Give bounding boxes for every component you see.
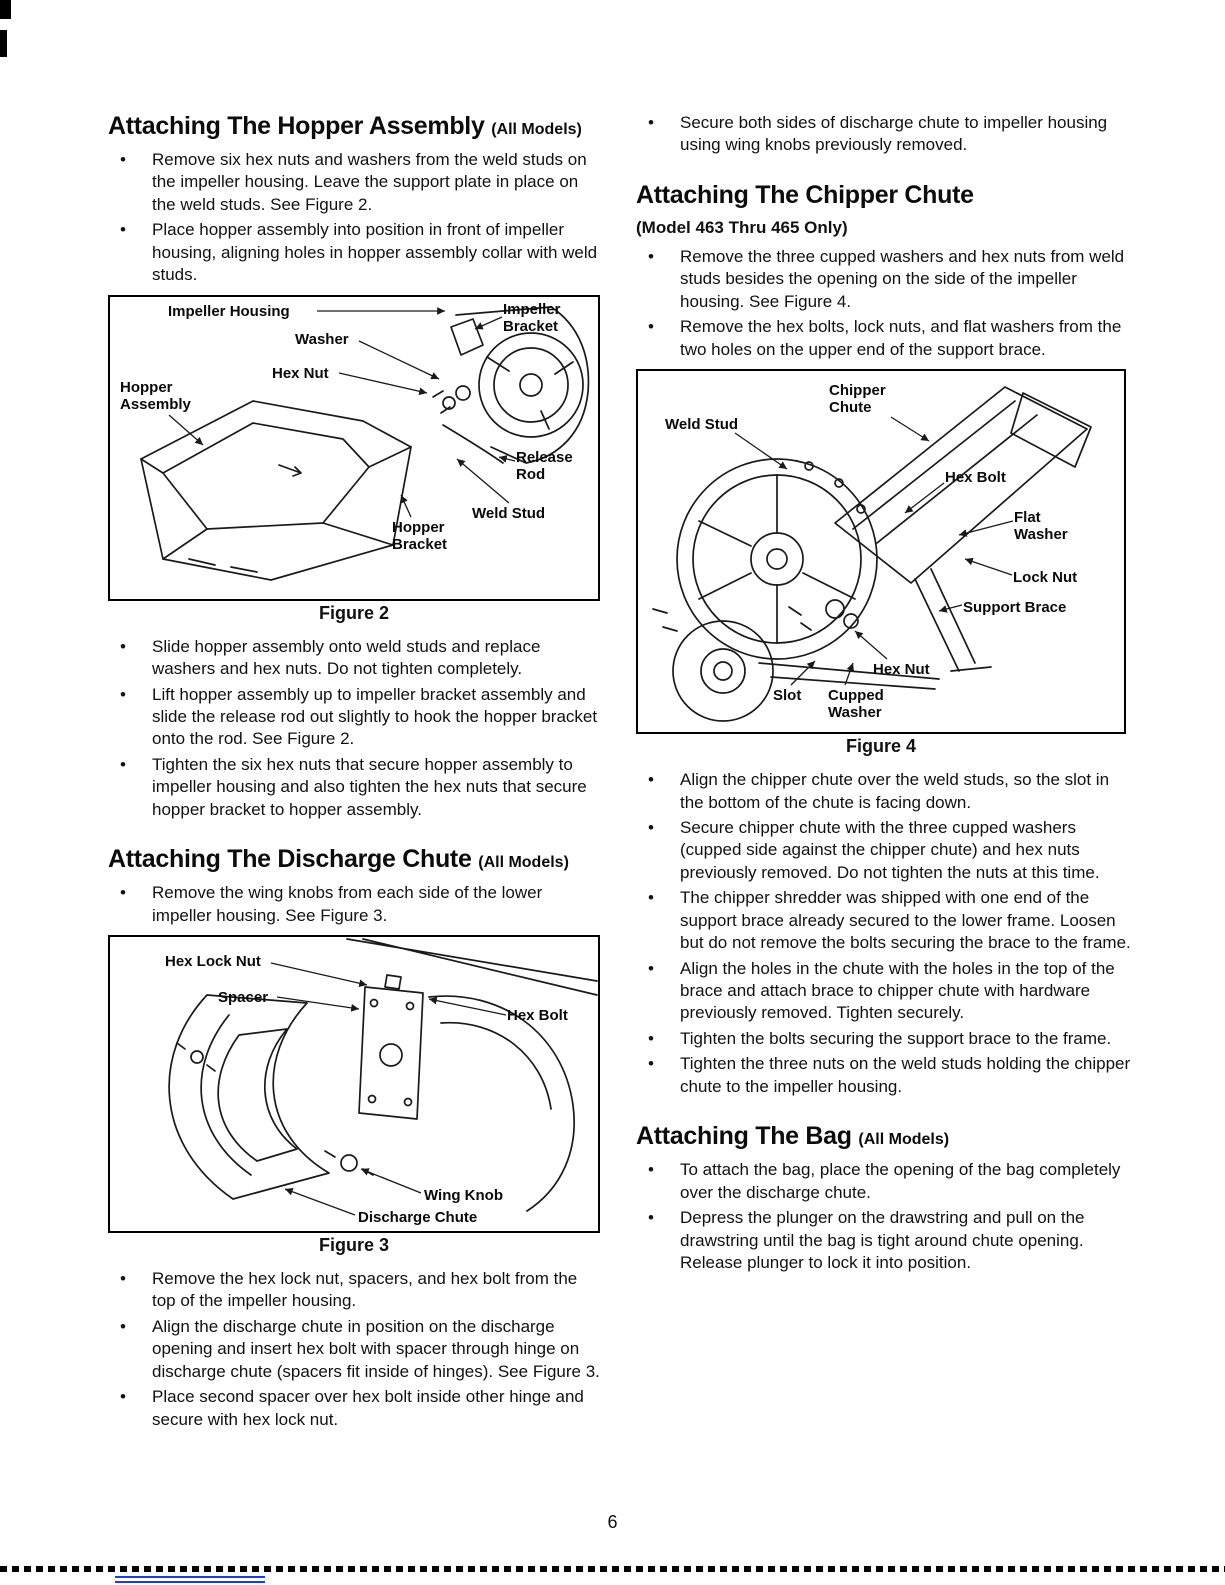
section-subtitle-chipper: (Model 463 Thru 465 Only) (636, 217, 848, 237)
list-item: • Place hopper assembly into position in front of impeller housing, aligning holes in hopper assembly collar with weld studs. (108, 219, 604, 286)
list-item: • Align the chipper chute over the weld studs, so the slot in the bottom of the chute is facing down. (636, 769, 1132, 814)
fig3-label-discharge-chute: Discharge Chute (358, 1209, 478, 1226)
section-title-text: Attaching The Hopper Assembly (108, 112, 485, 140)
section-title-text: Attaching The Bag (636, 1122, 852, 1151)
fig3-label-wing-knob: Wing Knob (424, 1187, 504, 1204)
figure-3-caption: Figure 3 (318, 1235, 389, 1255)
fig2-label-hex-nut: Hex Nut (272, 364, 329, 382)
scan-artifact (0, 0, 11, 19)
fig4-label-support-brace: Support Brace (963, 599, 1067, 617)
fig4-label-weld-stud: Weld Stud (665, 416, 739, 434)
blue-underline-mark (115, 1576, 265, 1583)
fig4-label-slot: Slot (773, 687, 802, 705)
list-item: • Remove the hex lock nut, spacers, and hex bolt from the top of the impeller housing. (108, 1268, 604, 1313)
left-column (108, 112, 604, 1435)
list-item: • Remove the hex bolts, lock nuts, and flat washers from the two holes on the upper end of the support brace. (636, 316, 1132, 361)
fig4-label-chipper-chute: Chipper Chute (829, 382, 886, 417)
hopper-bullets-bottom (108, 636, 604, 822)
section-title-text: Attaching The Discharge Chute (108, 845, 472, 874)
list-item: • Remove the three cupped washers and hex nuts from weld studs besides the opening on the side of the impeller housing. See Figure 4. (636, 246, 1132, 313)
list-item: • Slide hopper assembly onto weld studs and replace washers and hex nuts. Do not tighten completely. (108, 636, 604, 681)
page-number: 6 (607, 1512, 618, 1532)
fig2-label-weld-stud: Weld Stud (472, 504, 546, 522)
section-title-models: (All Models) (858, 1131, 950, 1149)
list-item: • Tighten the bolts securing the support brace to the frame. (636, 1028, 1132, 1050)
figure-4 (636, 369, 1126, 734)
list-item: • Tighten the six hex nuts that secure hopper assembly to impeller housing and also tighten the hex nuts that secure hopper bracket to hopper assembly. (108, 754, 604, 821)
figure-2-caption: Figure 2 (318, 602, 389, 623)
fig2-label-hopper-assembly: Hopper Assembly (120, 378, 191, 413)
figure-3 (108, 935, 600, 1233)
fig2-label-impeller-housing: Impeller Housing (168, 302, 290, 320)
bag-bullets (636, 1159, 1132, 1274)
discharge-bullets-bottom (108, 1268, 604, 1431)
list-item: • To attach the bag, place the opening of the bag completely over the discharge chute. (636, 1159, 1132, 1204)
list-item: • Remove the wing knobs from each side of the lower impeller housing. See Figure 3. (108, 882, 604, 927)
figure-2 (108, 295, 600, 601)
fig2-label-washer: Washer (295, 330, 349, 348)
chipper-bullets-top (636, 246, 1132, 361)
discharge-continuation (636, 112, 1132, 157)
fig3-label-spacer: Spacer (218, 989, 269, 1006)
fig4-label-cupped-washer: Cupped Washer (828, 687, 884, 722)
fig4-label-flat-washer: Flat Washer (1014, 509, 1068, 544)
figure-4-caption: Figure 4 (845, 736, 916, 757)
fig3-label-hex-lock-nut: Hex Lock Nut (165, 953, 261, 970)
section-title-text: Attaching The Chipper Chute (636, 180, 974, 209)
list-item: • Place second spacer over hex bolt inside other hinge and secure with hex lock nut. (108, 1386, 604, 1431)
section-title-chipper (636, 181, 1132, 210)
section-title-bag (636, 1122, 1132, 1151)
hopper-bullets-top (108, 149, 604, 287)
fig4-label-lock-nut: Lock Nut (1013, 569, 1078, 587)
list-item: • Align the discharge chute in position on the discharge opening and insert hex bolt with spacer through hinge on discharge chute (spacers fit inside of hinges). See Figure 3. (108, 1316, 604, 1383)
section-title-models: (All Models) (491, 121, 582, 138)
right-column (636, 112, 1132, 1278)
fig2-label-release-rod: Release Rod (516, 448, 573, 483)
perforation-line (0, 1566, 1225, 1572)
fig2-label-impeller-bracket: Impeller Bracket (503, 300, 561, 335)
figure-3-drawing (110, 937, 598, 1231)
list-item: • Align the holes in the chute with the holes in the top of the brace and attach brace to chipper chute with hardware previously removed. Tighten securely. (636, 958, 1132, 1025)
scan-artifact (0, 30, 7, 57)
list-item: • Depress the plunger on the drawstring and pull on the drawstring until the bag is tight around chute opening. Release plunger to lock it into position. (636, 1207, 1132, 1274)
discharge-bullets-top (108, 882, 604, 927)
list-item: • The chipper shredder was shipped with one end of the support brace already secured to the lower frame. Loosen but do not remove the bolts securing the brace to the frame. (636, 887, 1132, 954)
list-item: • Lift hopper assembly up to impeller bracket assembly and slide the release rod out slightly to hook the hopper bracket onto the rod. See Figure 2. (108, 684, 604, 751)
list-item: • Remove six hex nuts and washers from the weld studs on the impeller housing. Leave the support plate in place on the weld studs. See Figure 2. (108, 149, 604, 216)
list-item: • Secure both sides of discharge chute to impeller housing using wing knobs previously removed. (636, 112, 1132, 157)
fig2-label-hopper-bracket: Hopper Bracket (392, 518, 448, 553)
section-title-discharge (108, 845, 604, 874)
list-item: • Secure chipper chute with the three cupped washers (cupped side against the chipper chute) and hex nuts previously removed. Do not tighten the nuts at this time. (636, 817, 1132, 884)
chipper-bullets-bottom (636, 769, 1132, 1098)
fig4-label-hex-nut: Hex Nut (873, 661, 930, 679)
fig4-label-hex-bolt: Hex Bolt (945, 469, 1006, 487)
list-item: • Tighten the three nuts on the weld studs holding the chipper chute to the impeller housing. (636, 1053, 1132, 1098)
section-title-hopper (108, 112, 604, 141)
figure-2-drawing (110, 297, 598, 599)
fig3-label-hex-bolt: Hex Bolt (507, 1007, 568, 1024)
section-title-models: (All Models) (478, 854, 569, 872)
